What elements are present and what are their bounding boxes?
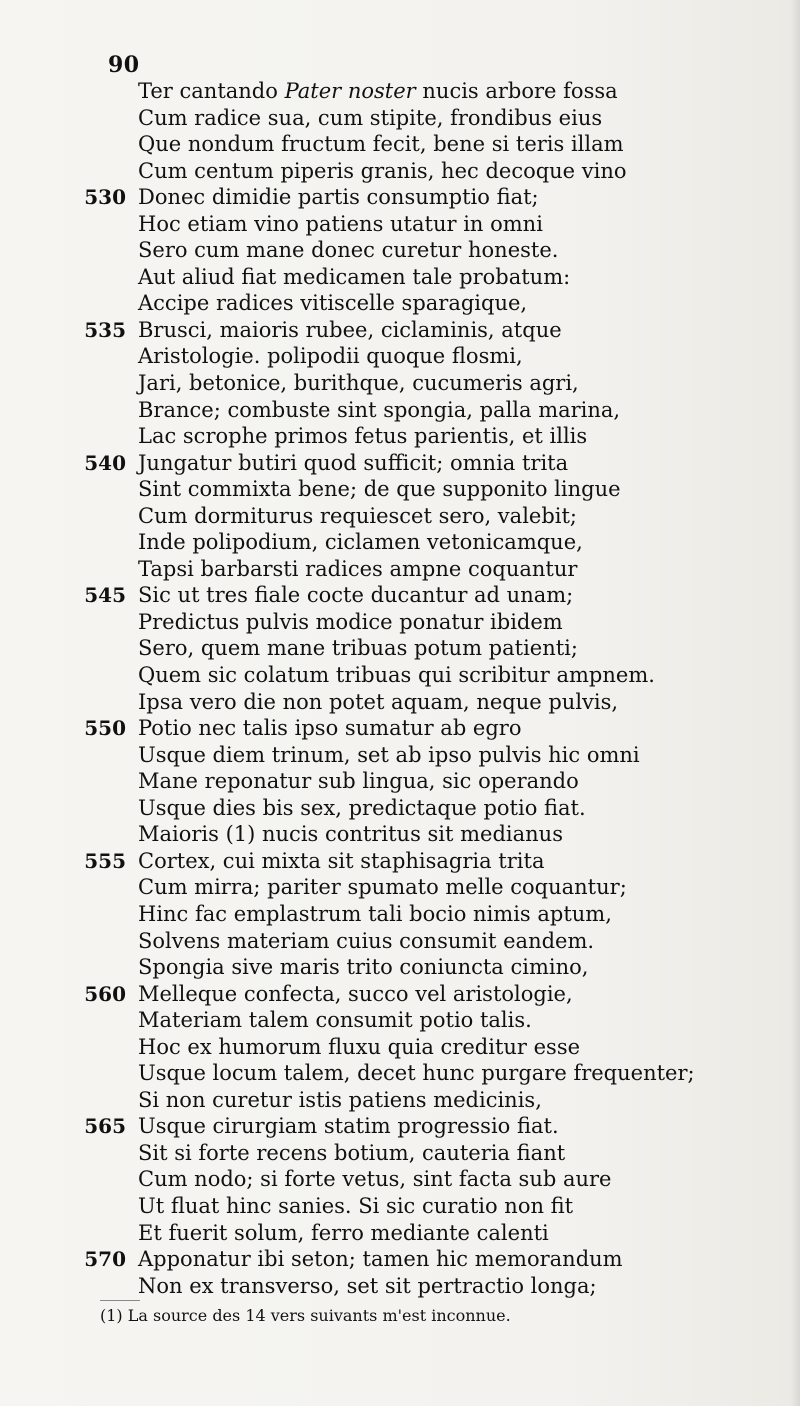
verse-text-main: Non ex transverso, set sit pertractio longa; (138, 1273, 597, 1298)
verse-text (138, 184, 539, 211)
verse-text (138, 635, 578, 662)
verse-text-italic: Pater noster (284, 79, 416, 103)
verse-line (70, 1193, 690, 1220)
verse-text-main: Spongia sive maris trito coniuncta cimino, (138, 955, 589, 980)
verse-text (138, 1140, 565, 1167)
verse-text-main: Jari, betonice, burithque, cucumeris agri, (138, 371, 579, 396)
verse-line (70, 211, 690, 238)
verse-text-main: Cortex, cui mixta sit staphisagria trita (138, 848, 545, 873)
verse-text-main: Brusci, maioris rubee, ciclaminis, atque (138, 317, 562, 342)
verse-line (70, 397, 690, 424)
verse-text (138, 237, 558, 264)
verse-text (138, 901, 612, 928)
verse-text (138, 211, 543, 238)
verse-line (70, 370, 690, 397)
verse-line (70, 795, 690, 822)
verse-text (138, 1034, 580, 1061)
verse-line (70, 662, 690, 689)
verse-text-main: Cum dormiturus requiescet sero, valebit; (138, 503, 578, 528)
line-number: 560 (84, 981, 126, 1006)
verse-text (138, 582, 573, 609)
verse-text (138, 742, 640, 769)
line-number: 555 (84, 848, 126, 873)
verse-text-main: Quem sic colatum tribuas qui scribitur ampnem. (138, 663, 655, 688)
verse-line (70, 874, 690, 901)
verse-line (70, 1140, 690, 1167)
verse-text-main: Tapsi barbarsti radices ampne coquantur (138, 556, 578, 581)
verse-text-main: Sit si forte recens botium, cauteria fiant (138, 1140, 566, 1165)
verse-text-main: Inde polipodium, ciclamen vetonicamque, (138, 530, 583, 555)
verse-line (70, 1113, 690, 1140)
verse-line (70, 609, 690, 636)
verse-line (70, 450, 690, 477)
verse-text-main: Accipe radices vitiscelle sparagique, (138, 291, 528, 316)
verse-text (138, 131, 624, 158)
verse-text (138, 715, 522, 742)
verse-text-tail: nucis arbore fossa (415, 79, 618, 103)
verse-text-main: Mane reponatur sub lingua, sic operando (138, 769, 579, 794)
verse-text-main: Cum centum piperis granis, hec decoque vino (138, 158, 627, 183)
verse-text-main: Usque locum talem, decet hunc purgare frequenter; (138, 1061, 695, 1086)
verse-text (138, 1060, 695, 1087)
verse-line (70, 476, 690, 503)
verse-line (70, 1060, 695, 1087)
verse-line (70, 954, 690, 981)
verse-line (70, 237, 690, 264)
verse-line (70, 689, 690, 716)
verse-line (70, 78, 690, 105)
verse-line (70, 158, 690, 185)
verse-line (70, 742, 690, 769)
verse-text (138, 795, 586, 822)
line-number: 550 (84, 716, 126, 741)
verse-line (70, 317, 690, 344)
verse-text (138, 1193, 573, 1220)
verse-text-main: Donec dimidie partis consumptio fiat; (138, 185, 539, 210)
verse-text (138, 662, 655, 689)
verse-text-main: Maioris (1) nucis contritus sit medianus (138, 822, 563, 847)
verse-text-main: Jungatur butiri quod sufficit; omnia trita (138, 450, 569, 475)
line-number: 545 (84, 583, 126, 608)
verse-text-main: Aut aliud fiat medicamen tale probatum: (138, 264, 571, 289)
verse-text-main: Cum nodo; si forte vetus, sint facta sub aure (138, 1167, 612, 1192)
verse-text-main: Ter cantando (138, 79, 285, 103)
verse-text-main: Usque dies bis sex, predictaque potio fiat. (138, 795, 586, 820)
verse-line (70, 1246, 690, 1273)
verse-line (70, 981, 690, 1008)
verse-line (70, 503, 690, 530)
verse-line (70, 1007, 690, 1034)
verse-text (138, 397, 620, 424)
verse-line (70, 556, 690, 583)
verse-line (70, 768, 690, 795)
verse-text (138, 450, 568, 477)
verse-text (138, 290, 527, 317)
verse-text (138, 105, 602, 132)
verse-line (70, 635, 690, 662)
verse-line (70, 848, 690, 875)
verse-text-main: Usque cirurgiam statim progressio fiat. (138, 1114, 559, 1139)
verse-line (70, 901, 690, 928)
verse-text-main: Materiam talem consumit potio talis. (138, 1008, 532, 1033)
verse-text (138, 928, 594, 955)
verse-text (138, 821, 563, 848)
verse-text-main: Aristologie. polipodii quoque flosmi, (138, 344, 523, 369)
verse-line (70, 1220, 690, 1247)
verse-line (70, 423, 690, 450)
verse-list (70, 78, 695, 1299)
verse-text (138, 158, 627, 185)
verse-line (70, 821, 690, 848)
verse-text-main: Predictus pulvis modice ponatur ibidem (138, 609, 563, 634)
page-gutter-shadow (790, 0, 800, 1406)
verse-text-main: Solvens materiam cuius consumit eandem. (138, 928, 595, 953)
verse-text (138, 848, 544, 875)
verse-text-main: Melleque confecta, succo vel aristologie, (138, 981, 573, 1006)
verse-text-main: Brance; combuste sint spongia, palla marina, (138, 397, 621, 422)
line-number: 565 (84, 1114, 126, 1139)
verse-text-main: Sero cum mane donec curetur honeste. (138, 238, 559, 263)
verse-text-main: Cum radice sua, cum stipite, frondibus eius (138, 105, 603, 130)
verse-text (138, 768, 579, 795)
page-number: 90 (108, 52, 140, 78)
verse-text-main: Sic ut tres fiale cocte ducantur ad unam; (138, 583, 574, 608)
verse-text-main: Lac scrophe primos fetus parientis, et illis (138, 424, 588, 449)
verse-text-main: Que nondum fructum fecit, bene si teris illam (138, 132, 624, 157)
verse-text (138, 1166, 611, 1193)
line-number: 530 (84, 185, 126, 210)
verse-text-main: Et fuerit solum, ferro mediante calenti (138, 1220, 549, 1245)
verse-text (138, 78, 618, 105)
verse-text (138, 317, 562, 344)
footnote-rule (100, 1300, 140, 1301)
verse-line (70, 1087, 690, 1114)
verse-line (70, 1273, 690, 1300)
verse-text (138, 981, 573, 1008)
line-number: 540 (84, 450, 126, 475)
verse-line (70, 928, 690, 955)
verse-text (138, 503, 577, 530)
verse-text (138, 529, 583, 556)
verse-line (70, 715, 690, 742)
verse-text-main: Si non curetur istis patiens medicinis, (138, 1087, 542, 1112)
verse-line (70, 343, 690, 370)
verse-text-main: Ipsa vero die non potet aquam, neque pulvis, (138, 689, 619, 714)
verse-text-main: Hoc etiam vino patiens utatur in omni (138, 211, 543, 236)
line-number: 535 (84, 317, 126, 342)
verse-line (70, 290, 690, 317)
line-number: 570 (84, 1247, 126, 1272)
verse-text-main: Hinc fac emplastrum tali bocio nimis aptum, (138, 901, 612, 926)
verse-text (138, 556, 577, 583)
verse-text-main: Sero, quem mane tribuas potum patienti; (138, 636, 578, 661)
verse-text (138, 1220, 549, 1247)
verse-text-main: Potio nec talis ipso sumatur ab egro (138, 716, 522, 741)
verse-text-main: Apponatur ibi seton; tamen hic memorandum (138, 1247, 623, 1272)
verse-line (70, 582, 690, 609)
verse-text (138, 1246, 623, 1273)
verse-text (138, 264, 570, 291)
verse-text-main: Cum mirra; pariter spumato melle coquantur; (138, 875, 627, 900)
verse-line (70, 131, 690, 158)
verse-line (70, 184, 690, 211)
verse-text (138, 1007, 532, 1034)
verse-text (138, 609, 563, 636)
verse-text (138, 1273, 597, 1300)
verse-text (138, 476, 621, 503)
verse-text (138, 343, 523, 370)
verse-text-main: Sint commixta bene; de que supponito lingue (138, 477, 621, 502)
verse-line (70, 264, 690, 291)
verse-text (138, 423, 587, 450)
verse-line (70, 105, 690, 132)
bleed-through-text (690, 70, 800, 1320)
verse-text-main: Hoc ex humorum fluxu quia creditur esse (138, 1034, 581, 1059)
verse-text (138, 1087, 542, 1114)
verse-text (138, 370, 579, 397)
footnote: (1) La source des 14 vers suivants m'est inconnue. (100, 1306, 511, 1325)
verse-line (70, 529, 690, 556)
verse-text-main: Ut fluat hinc sanies. Si sic curatio non fit (138, 1193, 574, 1218)
verse-text (138, 689, 618, 716)
verse-text-main: Usque diem trinum, set ab ipso pulvis hic omni (138, 742, 640, 767)
verse-line (70, 1166, 690, 1193)
verse-text (138, 874, 627, 901)
verse-text (138, 954, 588, 981)
verse-line (70, 1034, 690, 1061)
verse-text (138, 1113, 559, 1140)
